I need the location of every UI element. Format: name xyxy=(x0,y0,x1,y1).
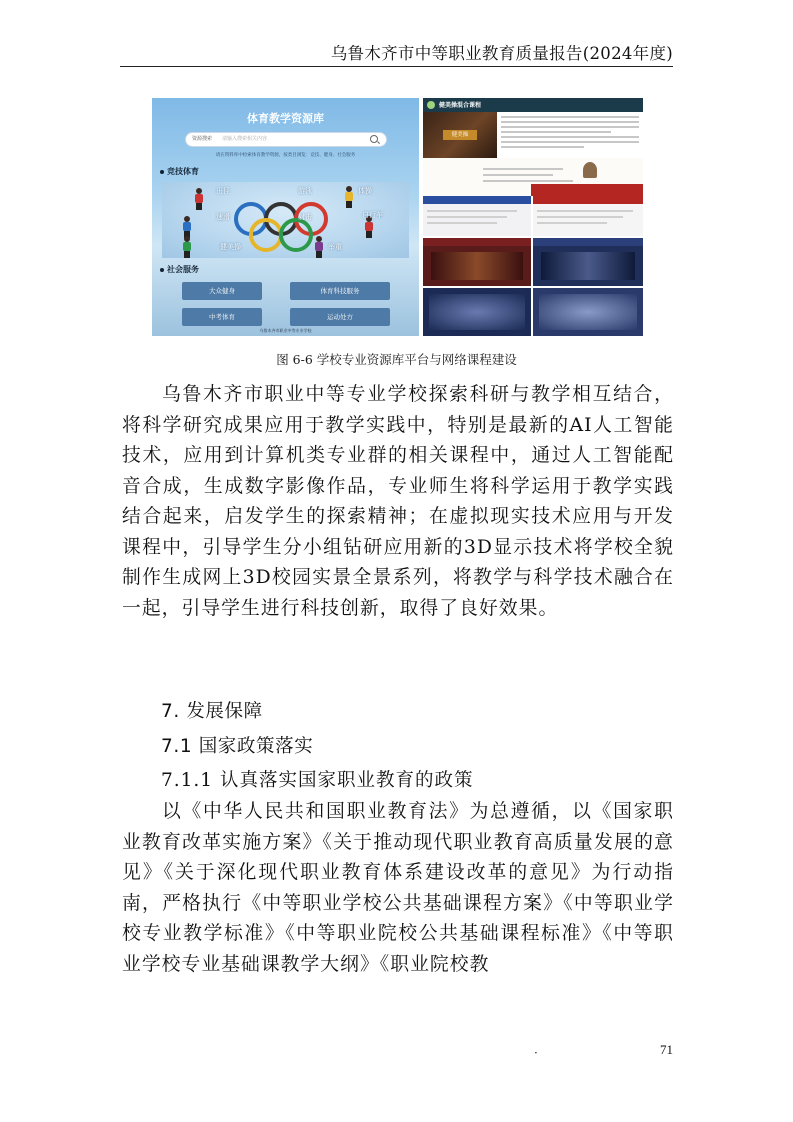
section-sports-heading xyxy=(160,166,199,177)
sport-label: 体操 xyxy=(358,187,372,195)
section-services-heading xyxy=(160,264,199,275)
resource-library-footer: 乌鲁木齐市职业中等专业学校 xyxy=(259,328,312,333)
resource-library-screenshot xyxy=(152,98,419,336)
paragraph-policy-guidance: 以《中华人民共和国职业教育法》为总遵循，以《国家职业教育改革实施方案》《关于推动现代职业教育高质量发展的意见》《关于深化现代职业教育体系建设改革的意见》为行动指南，严格执行《中等职业学校公共基础课程方案》《中等职业学校专业教学标准》《中等职业院校公共基础课程标准》《中等职业学校专业基础课教学大纲》《职业院校教 xyxy=(122,801,674,975)
figure-caption: 图 6-6 学校专业资源库平台与网络课程建设 xyxy=(276,352,517,367)
olympic-ring-green-icon xyxy=(279,218,313,252)
page-number: 71 xyxy=(660,1042,673,1057)
service-tile: 大众健身 xyxy=(182,282,262,300)
heading-implement-policy: 7.1.1 认真落实国家职业教育的政策 xyxy=(161,770,474,791)
header-rule xyxy=(120,66,673,67)
search-label: 资源搜索 xyxy=(192,136,213,142)
course-banner-image xyxy=(423,112,497,158)
service-tile: 中考体育 xyxy=(182,308,262,326)
search-icon xyxy=(370,135,378,143)
athlete-figure-icon xyxy=(312,236,326,258)
athlete-figure-icon xyxy=(180,216,194,238)
course-thumbnail xyxy=(533,238,643,286)
teacher-avatar-icon xyxy=(583,162,597,178)
bullet-icon xyxy=(160,268,164,272)
sport-label: 田径 xyxy=(216,187,230,195)
figure xyxy=(152,98,643,336)
heading-development-guarantee: 7. 发展保障 xyxy=(161,701,263,722)
section-services-label: 社会服务 xyxy=(167,265,199,274)
sport-label: 举重 xyxy=(328,243,342,251)
resource-library-title: 体育教学资源库 xyxy=(247,112,324,125)
athlete-figure-icon xyxy=(192,188,206,210)
course-description-text xyxy=(501,116,639,151)
course-site-topbar xyxy=(423,98,643,112)
service-tile: 运动处方 xyxy=(290,308,390,326)
course-thumbnail xyxy=(423,196,531,236)
course-logo-icon xyxy=(427,101,435,109)
sport-label: 自行车 xyxy=(362,211,383,219)
sport-label: 射击 xyxy=(298,213,312,221)
sports-graphic xyxy=(162,182,409,258)
course-thumbnail xyxy=(533,196,643,236)
page-header-title: 乌鲁木齐市中等职业教育质量报告(2024年度) xyxy=(330,44,673,63)
course-thumbnail xyxy=(533,288,643,336)
page-dot: · xyxy=(534,1046,538,1060)
course-thumbnail xyxy=(423,238,531,286)
athlete-figure-icon xyxy=(180,236,194,258)
red-banner xyxy=(531,184,643,196)
resource-search-bar xyxy=(186,133,386,146)
service-tile: 体育科技服务 xyxy=(290,282,390,300)
sport-label: 速滑 xyxy=(216,213,230,221)
olympic-ring-yellow-icon xyxy=(249,218,283,252)
course-site-screenshot xyxy=(423,98,643,336)
course-banner-label: 健美操 xyxy=(443,130,477,140)
resource-library-hint: 请在资料库中检索体育教学资源，按类目浏览：竞技、健身、社会服务 xyxy=(215,153,356,158)
search-placeholder: 请输入搜索相关内容 xyxy=(222,136,268,142)
course-thumbnail xyxy=(423,288,531,336)
paragraph-research-teaching: 乌鲁木齐市职业中等专业学校探索科研与教学相互结合，将科学研究成果应用于教学实践中，特别是最新的AI人工智能技术，应用到计算机类专业群的相关课程中，通过人工智能配音合成，生成数字影像作品，专业师生将科学运用于教学实践结合起来，启发学生的探索精神；在虚拟现实技术应用与开发课程中，引导学生分小组钻研应用新的3D显示技术将学校全貌制作生成网上3D校园实景全景系列，将教学与科学技术融合在一起，引导学生进行科技创新，取得了良好效果。 xyxy=(122,384,674,619)
sport-label: 健美操 xyxy=(220,243,241,251)
section-sports-label: 竞技体育 xyxy=(167,167,199,176)
sport-label: 游泳 xyxy=(298,187,312,195)
course-site-title: 健美操混合课程 xyxy=(439,102,482,109)
athlete-figure-icon xyxy=(342,186,356,208)
heading-national-policy: 7.1 国家政策落实 xyxy=(161,736,314,757)
bullet-icon xyxy=(160,170,164,174)
